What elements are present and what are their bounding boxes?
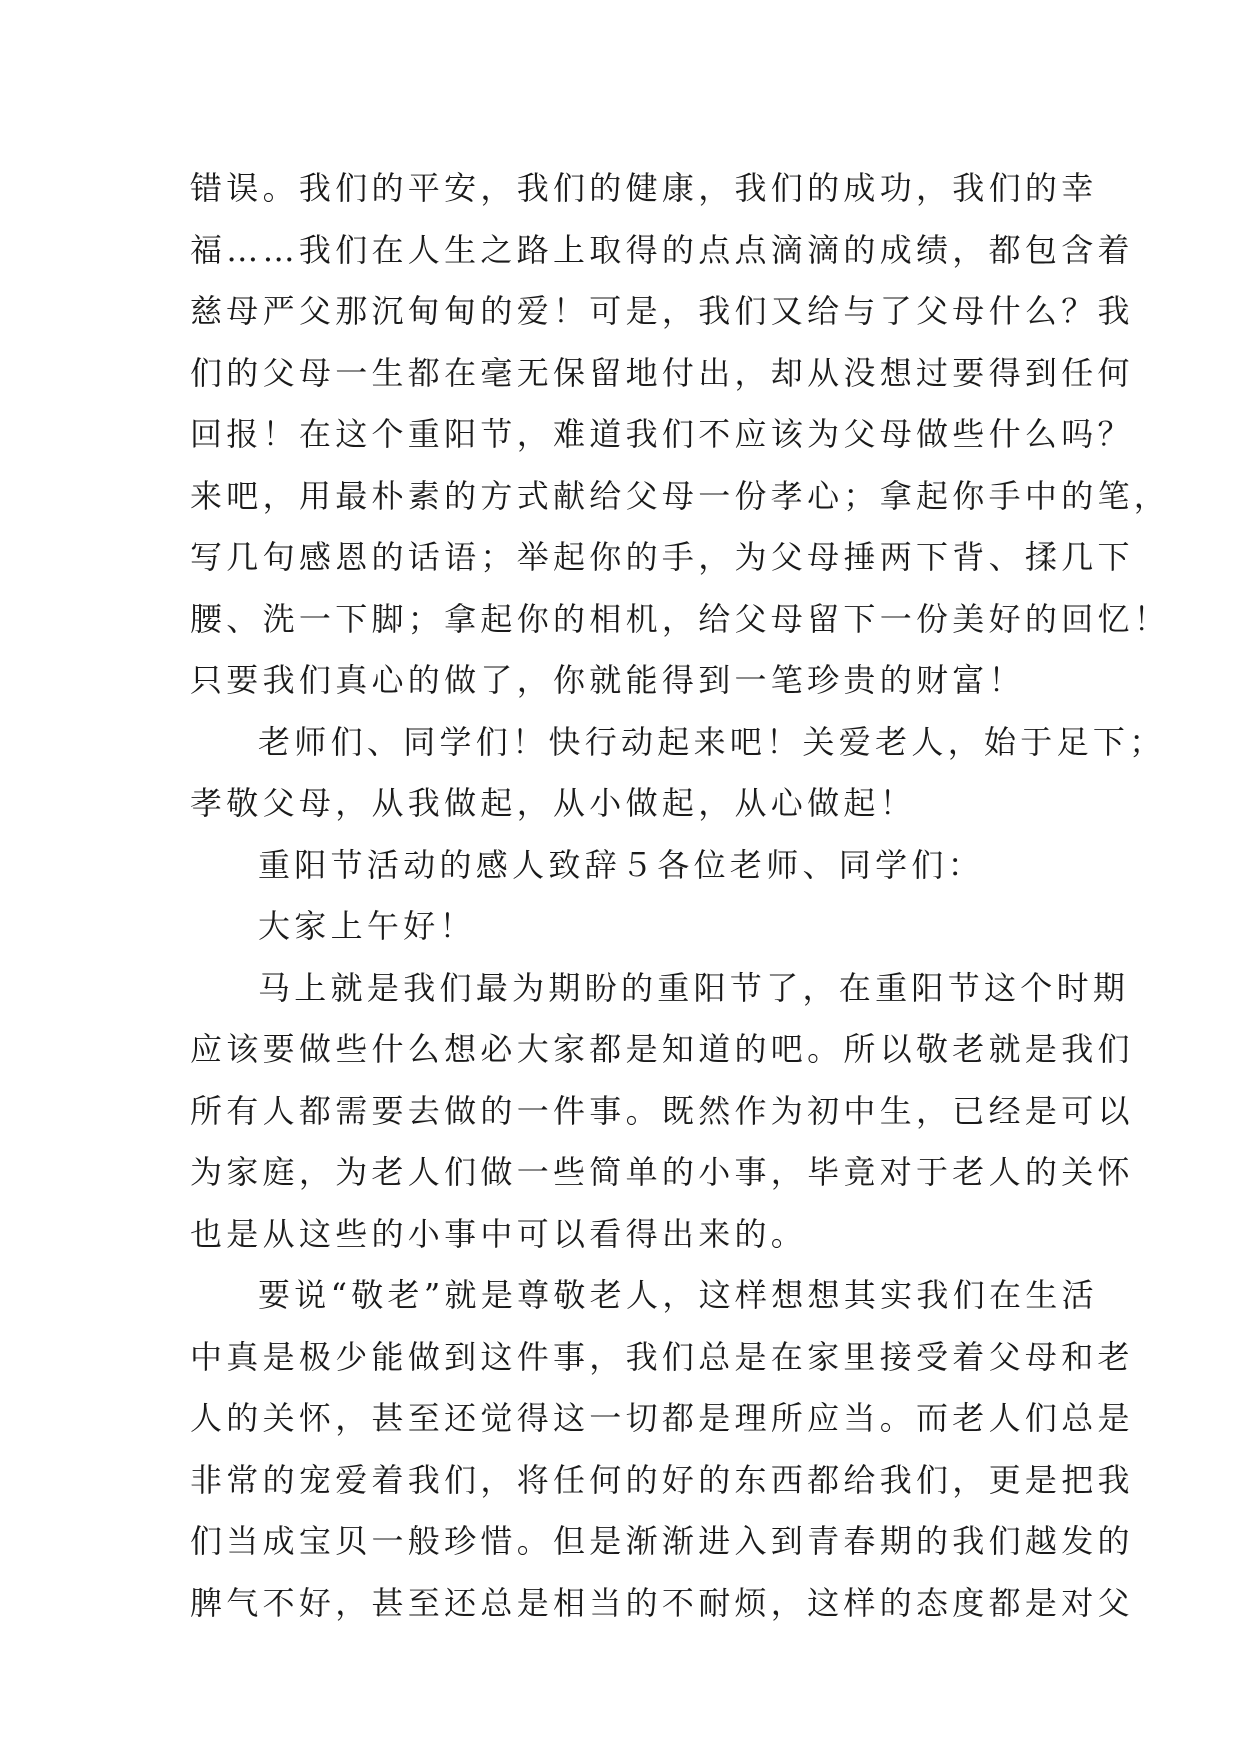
text-line: 们的父母一生都在毫无保留地付出，却从没想过要得到任何	[190, 353, 1134, 392]
text-line: 们当成宝贝一般珍惜。但是渐渐进入到青春期的我们越发的	[190, 1522, 1134, 1560]
document-body	[190, 158, 1171, 1634]
paragraph-start-line: 老师们、同学们！快行动起来吧！关爱老人，始于足下；	[258, 722, 1166, 761]
text-line: 腰、洗一下脚；拿起你的相机，给父母留下一份美好的回忆！	[190, 599, 1171, 638]
text-line: 非常的宠爱着我们，将任何的好的东西都给我们，更是把我	[190, 1460, 1134, 1499]
text-line: 所有人都需要去做的一件事。既然作为初中生，已经是可以	[190, 1091, 1134, 1130]
paragraph-start-line: 马上就是我们最为期盼的重阳节了，在重阳节这个时期	[258, 968, 1130, 1007]
text-line: 只要我们真心的做了，你就能得到一笔珍贵的财富！	[190, 661, 1025, 699]
text-line: 人的关怀，甚至还觉得这一切都是理所应当。而老人们总是	[190, 1399, 1134, 1437]
text-line: 错误。我们的平安，我们的健康，我们的成功，我们的幸	[190, 169, 1098, 207]
paragraph-start-line: 要说“敬老”就是尊敬老人，这样想想其实我们在生活	[258, 1276, 1098, 1314]
greeting-line: 大家上午好！	[258, 907, 476, 945]
text-line: 孝敬父母，从我做起，从小做起，从心做起！	[190, 784, 917, 822]
text-line: 应该要做些什么想必大家都是知道的吧。所以敬老就是我们	[190, 1030, 1134, 1068]
text-line: 来吧，用最朴素的方式献给父母一份孝心；拿起你手中的笔，	[190, 476, 1171, 515]
text-line: 也是从这些的小事中可以看得出来的。	[190, 1214, 808, 1253]
text-line: 脾气不好，甚至还总是相当的不耐烦，这样的态度都是对父	[190, 1583, 1134, 1622]
section-heading-line: 重阳节活动的感人致辞５各位老师、同学们：	[258, 845, 985, 884]
text-line: 中真是极少能做到这件事，我们总是在家里接受着父母和老	[190, 1337, 1134, 1376]
text-line: 回报！在这个重阳节，难道我们不应该为父母做些什么吗？	[190, 415, 1134, 453]
text-line: 慈母严父那沉甸甸的爱！可是，我们又给与了父母什么？我	[190, 292, 1134, 330]
text-line: 为家庭，为老人们做一些简单的小事，毕竟对于老人的关怀	[190, 1153, 1134, 1191]
text-line: 写几句感恩的话语；举起你的手，为父母捶两下背、揉几下	[190, 538, 1134, 576]
text-line: 福……我们在人生之路上取得的点点滴滴的成绩，都包含着	[190, 230, 1134, 269]
